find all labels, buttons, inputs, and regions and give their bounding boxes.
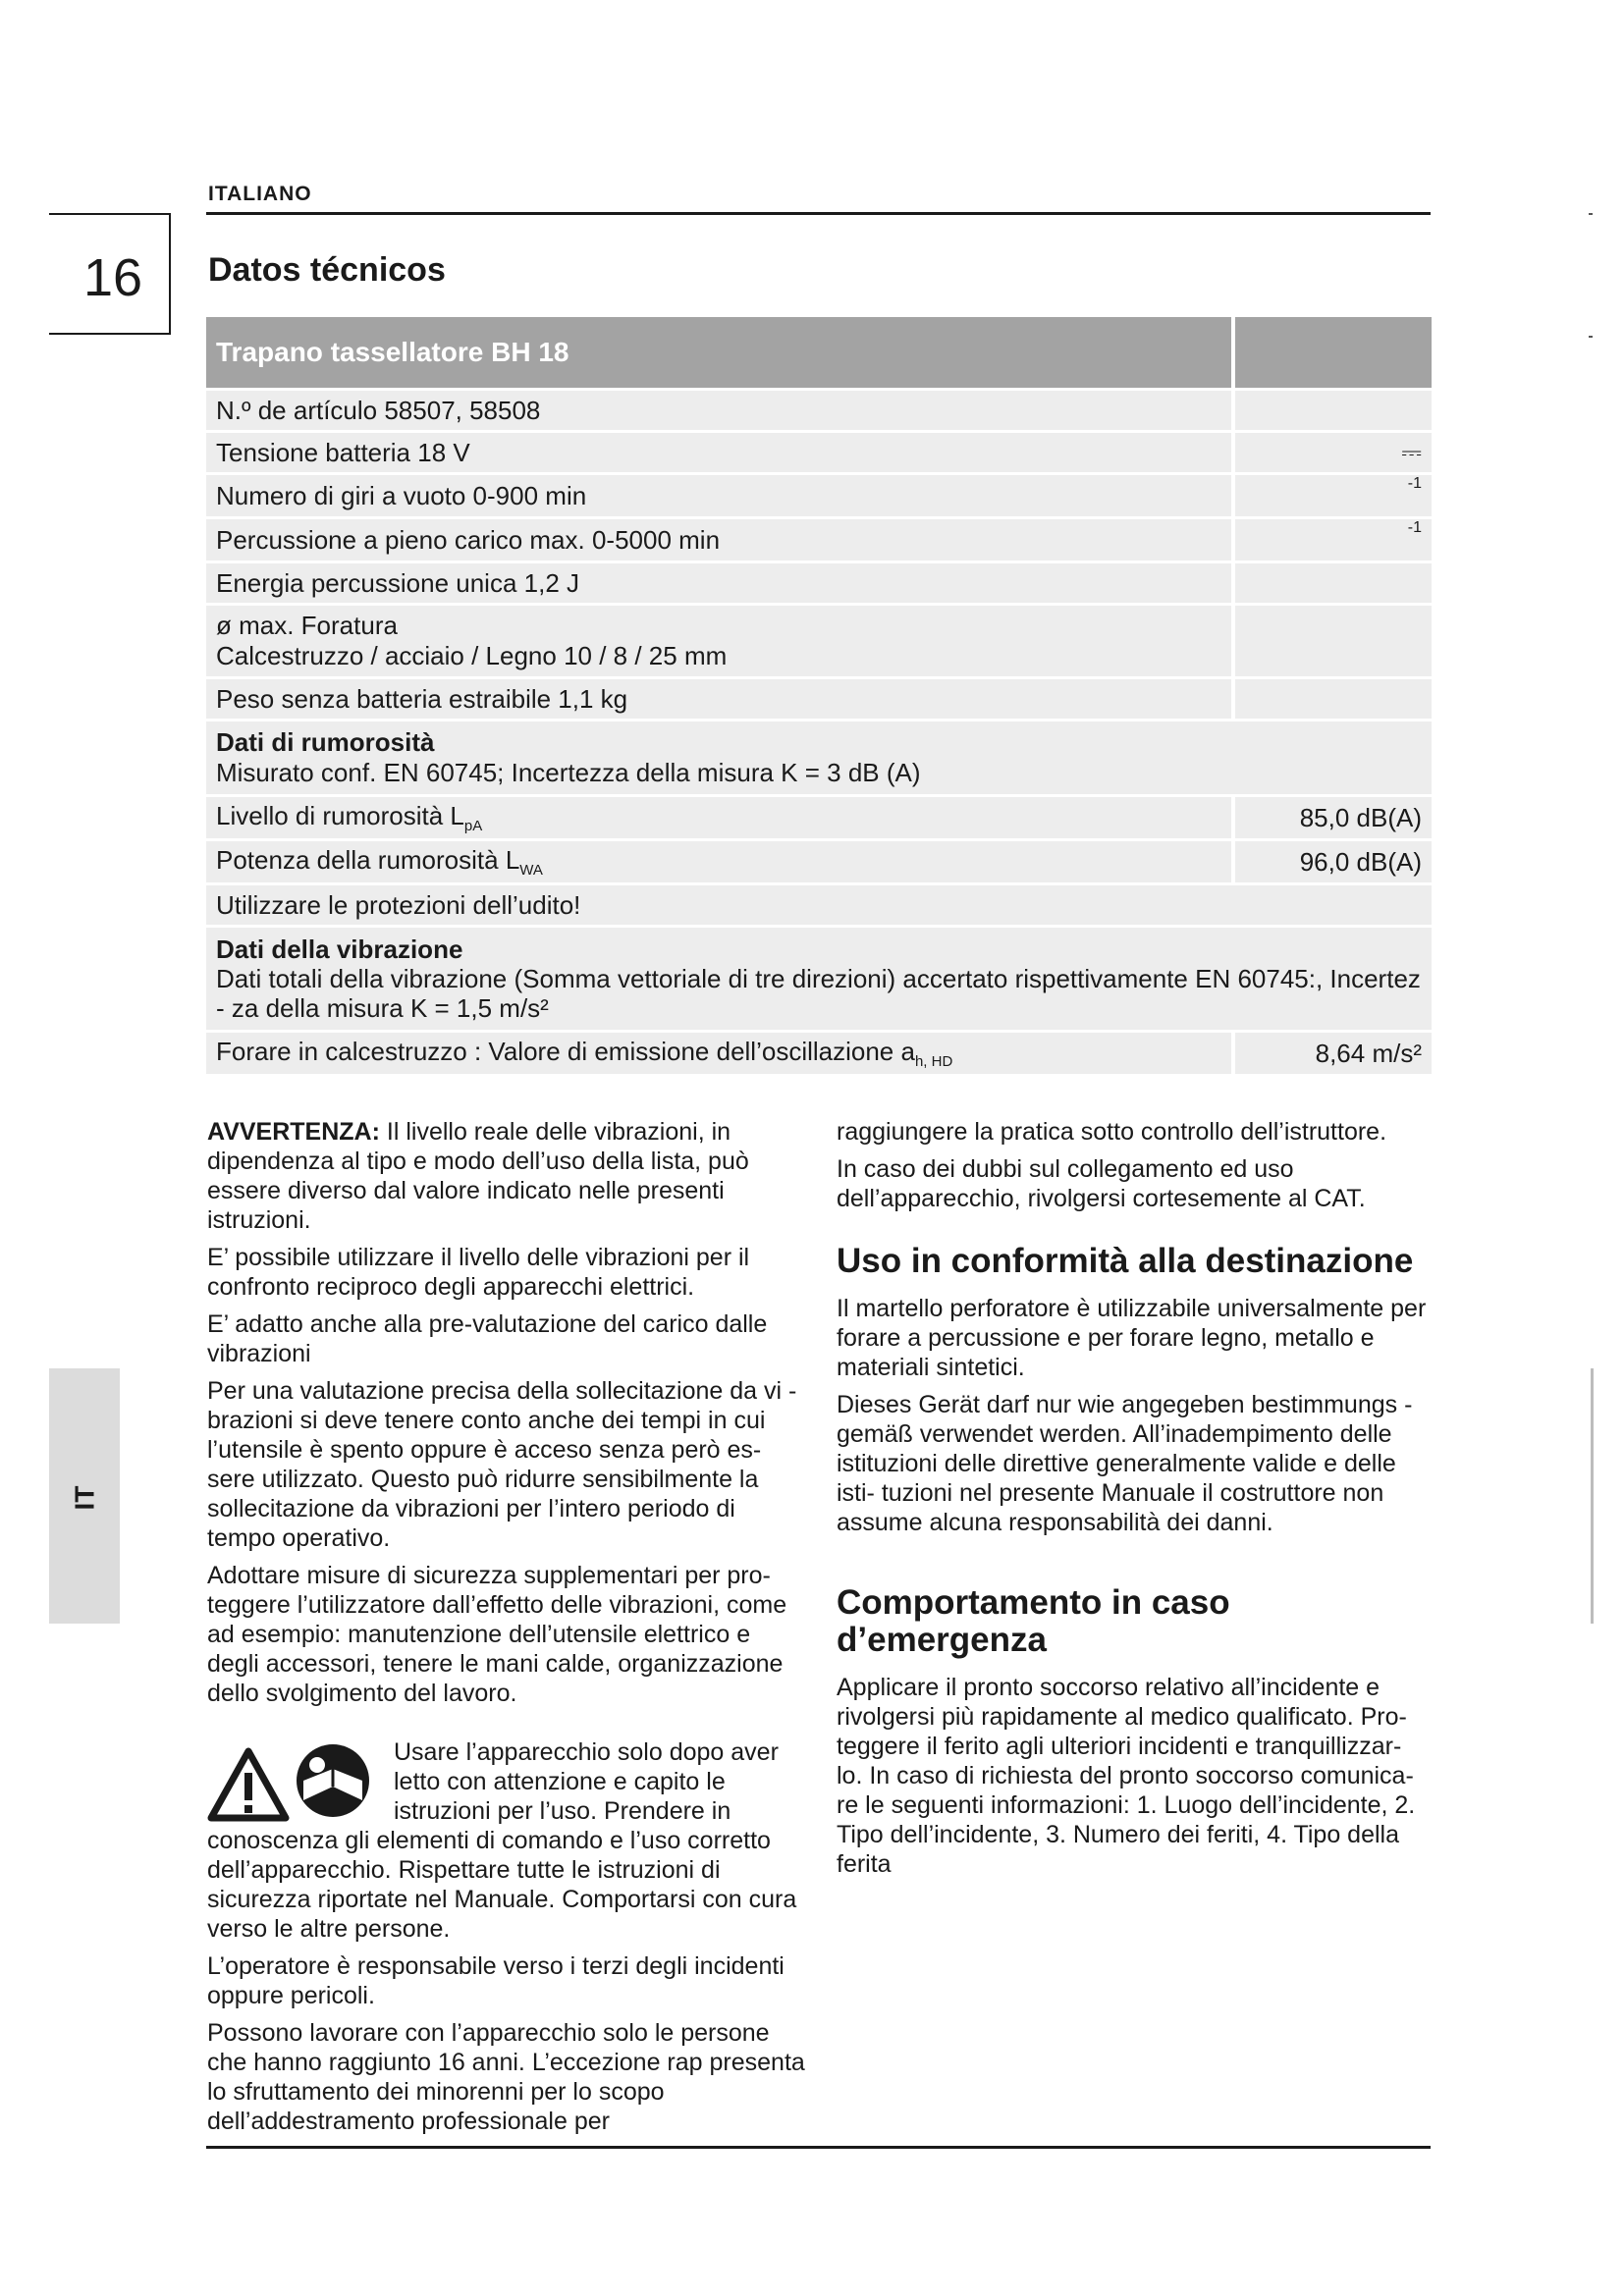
warning-label: AVVERTENZA:: [207, 1118, 380, 1146]
row-label-text: Livello di rumorosità L: [216, 800, 464, 830]
row-label: [206, 606, 1231, 676]
row-label: N.º de artículo 58507, 58508: [206, 391, 1231, 430]
table-row: [206, 433, 1432, 472]
spec-table: [206, 314, 1432, 1077]
top-rule: [206, 212, 1431, 215]
left-column: [207, 1117, 808, 2144]
paragraph: [207, 1117, 808, 1235]
row-label: [206, 797, 1231, 838]
table-header-value: [1231, 317, 1432, 388]
noise-note: Misurato conf. EN 60745; Incertezza della misura K = 3 dB (A): [216, 758, 921, 787]
row-label-sub: WA: [519, 862, 543, 880]
row-label: [206, 1033, 1231, 1074]
hearing-note: Utilizzare le protezioni dell’udito!: [206, 885, 1432, 925]
margin-tick: [1589, 213, 1593, 215]
table-row: [206, 519, 1432, 561]
table-row: [206, 1033, 1432, 1074]
vibration-heading: Dati della vibrazione: [216, 934, 463, 964]
dc-symbol: ⎓: [1231, 433, 1432, 472]
warning-block: [207, 1737, 808, 1944]
row-value: [1231, 391, 1432, 430]
table-row: [206, 475, 1432, 516]
right-margin-bar: [1591, 1368, 1594, 1624]
bottom-rule: [206, 2146, 1431, 2149]
section-heading: Uso in conformità alla destinazione: [837, 1242, 1414, 1280]
safety-icons: [207, 1743, 384, 1822]
table-row: [206, 721, 1432, 794]
section-title: Datos técnicos: [208, 251, 446, 289]
language-tab-label: IT: [69, 1485, 100, 1511]
paragraph: E’ possibile utilizzare il livello delle vibrazioni per il confronto reciproco degli apparecchi elettrici.: [207, 1244, 750, 1301]
row-label-line: Calcestruzzo / acciaio / Legno 10 / 8 / 25 mm: [216, 641, 728, 670]
paragraph: Dieses Gerät darf nur wie angegeben bestimmungs - gemäß verwendet werden. All’inadempimento delle istituzioni delle direttive generalmente valide e delle isti- tuzioni nel presente Manuale il costruttore non assume alcuna responsabilità dei danni.: [837, 1391, 1413, 1536]
paragraph: Applicare il pronto soccorso relativo all’incidente e rivolgersi più rapidamente al medico qualificato. Pro- teggere il ferito agli ulteriori incidenti e tranquillizzar- lo. In caso di richiesta del pronto soccorso comunica- re le seguenti informazioni: 1. Luogo dell’incidente, 2. Tipo dell’incidente, 3. Numero dei feriti, 4. Tipo della ferita: [837, 1674, 1416, 1878]
row-value: [1231, 606, 1432, 676]
row-label: Energia percussione unica 1,2 J: [206, 563, 1231, 603]
row-value: 96,0 dB(A): [1231, 841, 1432, 882]
vibration-section: [206, 928, 1432, 1030]
paragraph-text: Il livello reale delle vibrazioni, in dipendenza al tipo e modo dell’uso della lista, può essere diverso dal valore indicato nelle presenti istruzioni.: [207, 1118, 749, 1234]
table-row: [206, 679, 1432, 719]
row-label: [206, 841, 1231, 882]
paragraph: In caso dei dubbi sul collegamento ed uso dell’apparecchio, rivolgersi cortesemente al CAT.: [837, 1155, 1366, 1212]
paragraph: Il martello perforatore è utilizzabile universalmente per forare a percussione e per forare legno, metallo e materiali sintetici.: [837, 1295, 1427, 1381]
row-value: [1231, 563, 1432, 603]
row-label-sub: pA: [463, 818, 483, 835]
row-value: -1: [1231, 475, 1432, 516]
table-row: [206, 885, 1432, 925]
paragraph: Per una valutazione precisa della sollecitazione da vi - brazioni si deve tenere conto anche dei tempi in cui l’utensile è spento oppure è acceso senza però es- sere utilizzato. Questo può ridurre sensibilmente la sollecitazione da vibrazioni per l’intero periodo di tempo operativo.: [207, 1377, 797, 1552]
table-row: [206, 797, 1432, 838]
row-label: Peso senza batteria estraibile 1,1 kg: [206, 679, 1231, 719]
row-label-text: Forare in calcestruzzo : Valore di emissione dell’oscillazione a: [216, 1036, 915, 1066]
row-label-text: Potenza della rumorosità L: [216, 844, 520, 875]
paragraph: Adottare misure di sicurezza supplementari per pro- teggere l’utilizzatore dall’effetto delle vibrazioni, come ad esempio: manutenzione dell’utensile elettrico e degli accessori, tenere le mani calde, organizzazione dello svolgimento del lavoro.: [207, 1562, 787, 1707]
row-value: 8,64 m/s²: [1231, 1033, 1432, 1074]
noise-section: [206, 721, 1432, 794]
table-row: [206, 841, 1432, 882]
vibration-note: Dati totali della vibrazione (Somma vettoriale di tre direzioni) accertato rispettivamente EN 60745:, Incertez - za della misura K = 1,5 m/s²: [216, 964, 1421, 1023]
language-header: ITALIANO: [208, 183, 312, 205]
page-number: 16: [82, 248, 143, 307]
noise-heading: Dati di rumorosità: [216, 727, 435, 757]
table-row: [206, 928, 1432, 1030]
table-row: [206, 391, 1432, 430]
read-manual-icon: [297, 1744, 369, 1817]
warning-triangle-icon: [211, 1751, 286, 1818]
paragraph: Possono lavorare con l’apparecchio solo le persone che hanno raggiunto 16 anni. L’eccezione rap presenta lo sfruttamento dei minorenni per lo scopo dell’addestramento professionale per: [207, 2019, 805, 2135]
row-label: Percussione a pieno carico max. 0-5000 min: [206, 519, 1231, 561]
row-value: [1231, 679, 1432, 719]
paragraph: L’operatore è responsabile verso i terzi degli incidenti oppure pericoli.: [207, 1952, 785, 2009]
table-row: [206, 606, 1432, 676]
row-label-sub: h, HD: [914, 1053, 953, 1071]
margin-tick: [1589, 336, 1593, 338]
paragraph: Usare l’apparecchio solo dopo aver letto con attenzione e capito le istruzioni per l’uso. Prendere in conoscenza gli elementi di comando e l’uso corretto dell’apparecchio. Rispettare tutte le istruzioni di sicurezza riportate nel Manuale. Comportarsi con cura verso le altre persone.: [207, 1738, 797, 1943]
table-header-row: [206, 317, 1432, 388]
right-column: [837, 1117, 1434, 1887]
row-label: Numero di giri a vuoto 0-900 min: [206, 475, 1231, 516]
row-value: -1: [1231, 519, 1432, 561]
paragraph: raggiungere la pratica sotto controllo dell’istruttore.: [837, 1118, 1387, 1146]
row-label: Tensione batteria 18 V: [206, 433, 1231, 472]
row-label-line: ø max. Foratura: [216, 611, 398, 640]
table-title: Trapano tassellatore BH 18: [206, 317, 1231, 388]
section-heading: Comportamento in caso d’emergenza: [837, 1583, 1230, 1659]
table-row: [206, 563, 1432, 603]
paragraph: E’ adatto anche alla pre-valutazione del carico dalle vibrazioni: [207, 1310, 768, 1367]
row-value: 85,0 dB(A): [1231, 797, 1432, 838]
